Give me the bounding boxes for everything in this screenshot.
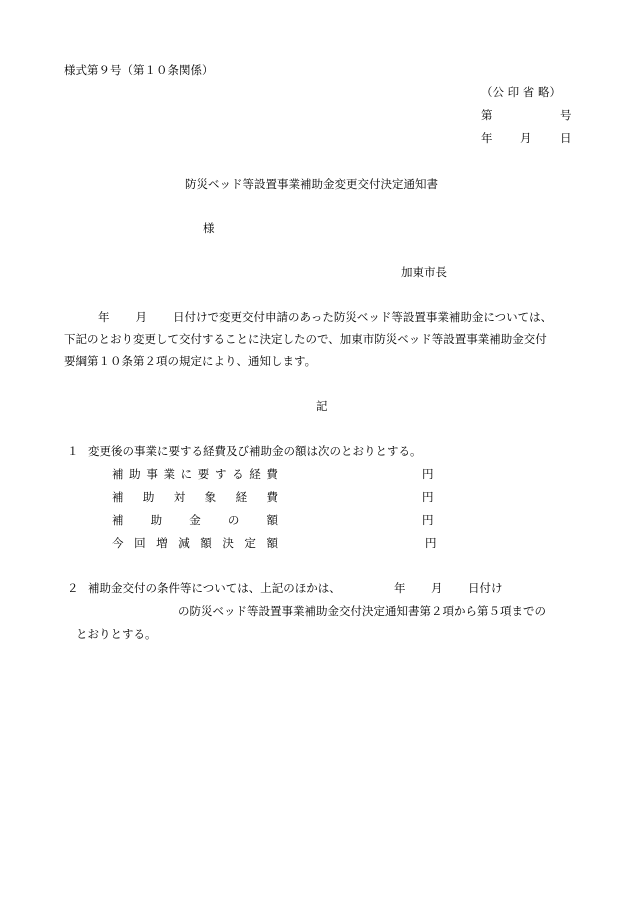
eligible-cost-row	[112, 489, 278, 505]
sender-name: 加東市長	[401, 265, 447, 279]
header-date-day: 日	[560, 131, 572, 145]
subsidy-amount-row	[112, 512, 278, 528]
section-1-number: １	[67, 444, 79, 458]
document-title: 防災ベッド等設置事業補助金変更交付決定通知書	[185, 177, 438, 191]
header-date-month: 月	[520, 131, 532, 145]
body-paragraph	[64, 306, 594, 372]
change-amount-row-label: 今 回 増 減 額 決 定 額	[112, 536, 278, 550]
cost-row-unit: 円	[422, 467, 434, 481]
body-line-1: 年 月 日付けで変更交付申請のあった防災ベッド等設置事業補助金については、	[98, 310, 553, 324]
seal-omitted-note: （公 印 省 略）	[481, 85, 561, 99]
body-line-2: 下記のとおり変更して交付することに決定したので、加東市防災ベッド等設置事業補助金交付	[64, 332, 547, 346]
eligible-cost-row-label: 補 助 対 象 経 費	[112, 490, 278, 504]
change-amount-row-unit: 円	[425, 536, 437, 550]
section-1-text: 変更後の事業に要する経費及び補助金の額は次のとおりとする。	[88, 444, 422, 458]
section-2-line-3: とおりとする。	[76, 627, 157, 641]
header-date-year: 年	[481, 131, 493, 145]
ki-heading: 記	[316, 399, 328, 413]
section-2-line-2: の防災ベッド等設置事業補助金交付決定通知書第２項から第５項までの	[178, 604, 546, 618]
section-2-number: ２	[67, 581, 79, 595]
body-line-3: 要綱第１０条第２項の規定により、通知します。	[64, 354, 317, 368]
section-2-year: 年	[394, 581, 406, 595]
eligible-cost-row-unit: 円	[422, 490, 434, 504]
form-label: 様式第９号（第１０条関係）	[64, 63, 214, 77]
subsidy-amount-row-unit: 円	[422, 513, 434, 527]
section-2-month: 月	[431, 581, 443, 595]
document-number-prefix: 第	[481, 108, 493, 122]
subsidy-amount-row-label: 補 助 金 の 額	[112, 513, 278, 527]
section-2-text: 補助金交付の条件等については、上記のほかは、	[88, 581, 341, 595]
addressee-suffix: 様	[203, 221, 215, 235]
cost-row-label: 補 助 事 業 に 要 す る 経 費	[112, 467, 278, 481]
document-number-suffix: 号	[560, 108, 572, 122]
cost-row	[112, 466, 278, 482]
change-amount-row	[112, 535, 278, 551]
section-2-day-suffix: 日付け	[468, 581, 503, 595]
